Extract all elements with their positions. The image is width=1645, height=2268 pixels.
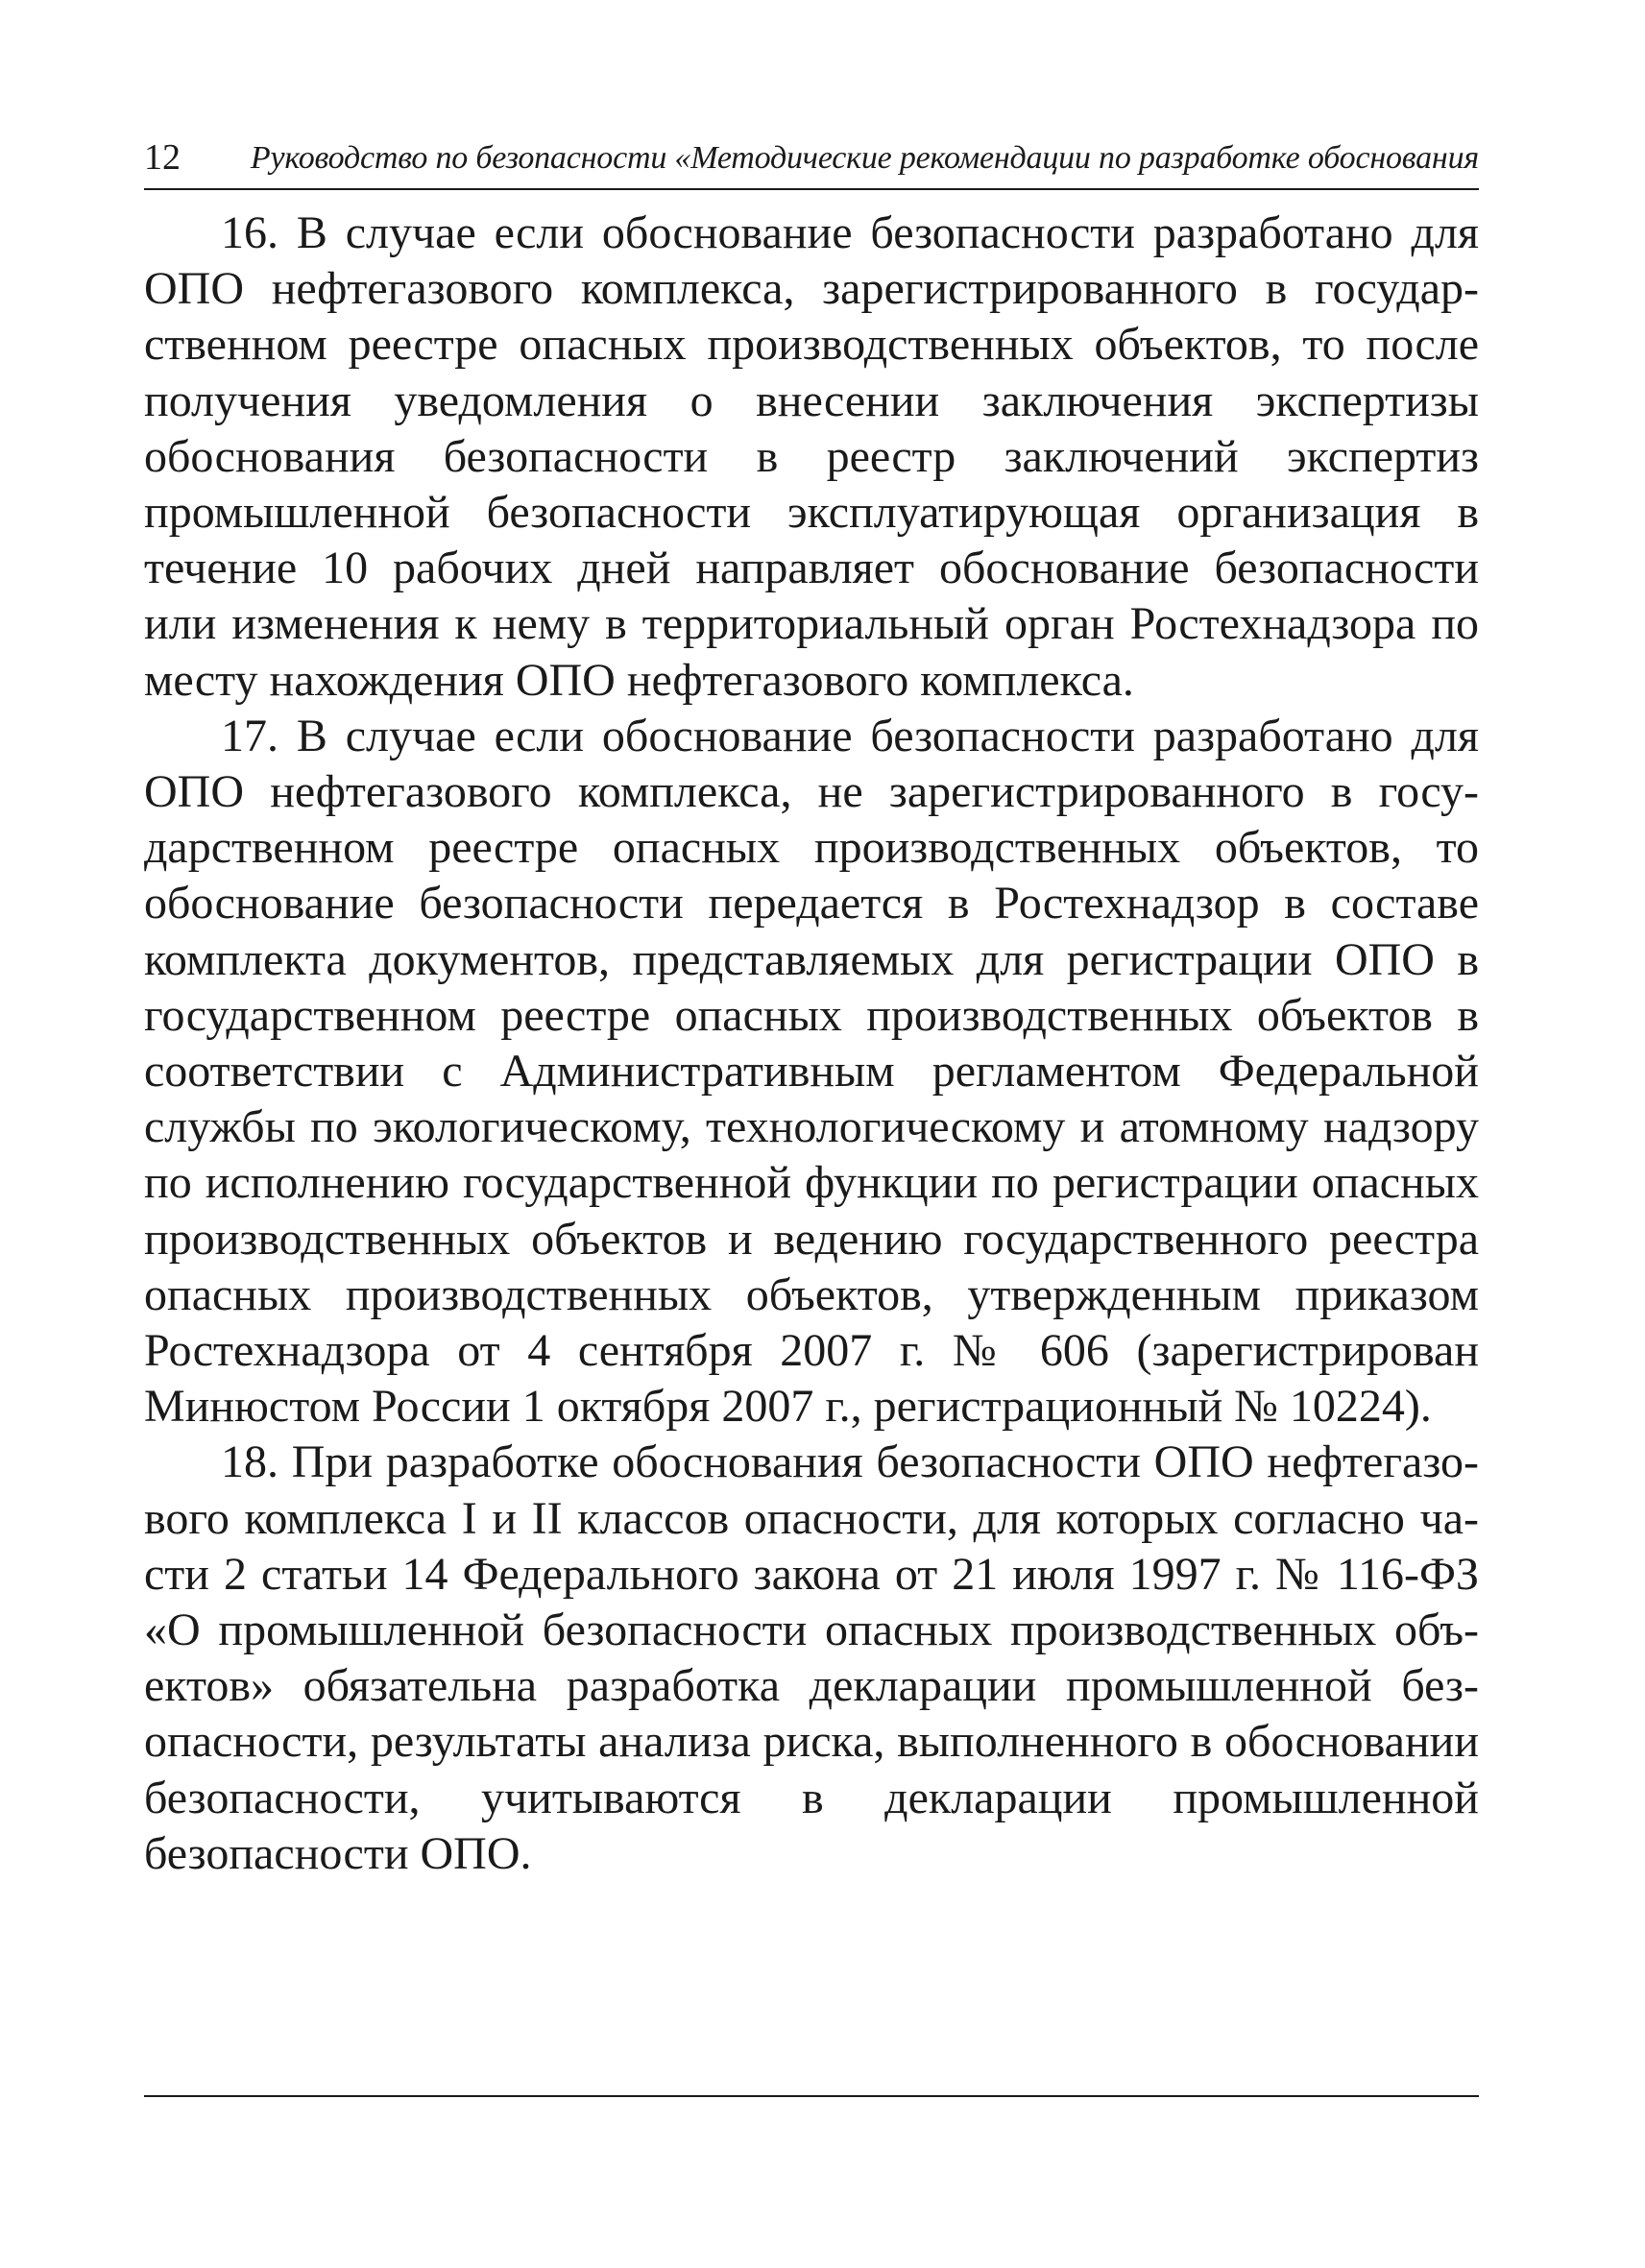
paragraph-17: 17. В случае если обоснование безопасности разработано для ОПО нефтегазового комплекса, не зарегистрированного в государственном реестре опасных производственных объектов, то обоснование безопасности передается в Ростехнадзор в составе комплекта документов, представляемых для регистрации ОПО в государственном реестре опасных производственных объектов в соответствии с Административным регламентом Федеральной службы по экологическому, технологическому и атомному надзору по исполнению государственной функции по регистрации опасных производственных объектов и ведению государственного реестра опасных производственных объектов, утвержденным приказом Ростехнадзора от 4 сентября 2007 г. № 606 (зарегистрирован Минюстом России 1 октября 2007 г., регистрационный № 10224).	[144, 710, 1479, 1433]
footer-divider	[144, 2095, 1479, 2097]
body-text	[144, 205, 1479, 1882]
paragraph-18: 18. При разработке обоснования безопасности ОПО нефтегазового комплекса I и II классов опасности, для которых согласно части 2 статьи 14 Федерального закона от 21 июля 1997 г. № 116-ФЗ «О промышленной безопасности опасных производственных объектов» обязательна разработка декларации промышленной безопасности, результаты анализа риска, выполненного в обосновании безопасности, учитываются в декларации промышленной безопасности ОПО.	[144, 1436, 1479, 1879]
page-number: 12	[144, 137, 181, 178]
running-header	[144, 133, 1479, 190]
paragraph-16: 16. В случае если обоснование безопасности разработано для ОПО нефтегазового комплекса, зарегистрированного в государственном реестре опасных производственных объектов, то после получения уведомления о внесении заключения экспертизы обоснования безопасности в реестр заключений экспертиз промышленной безопасности эксплуатирующая организация в течение 10 рабочих дней направляет обоснование безопасности или изменения к нему в территориальный орган Ростехнадзора по месту нахождения ОПО нефтегазового комплекса.	[144, 207, 1479, 706]
running-header-title: Руководство по безопасности «Методические рекомендации по разработке обоснования	[250, 140, 1479, 176]
